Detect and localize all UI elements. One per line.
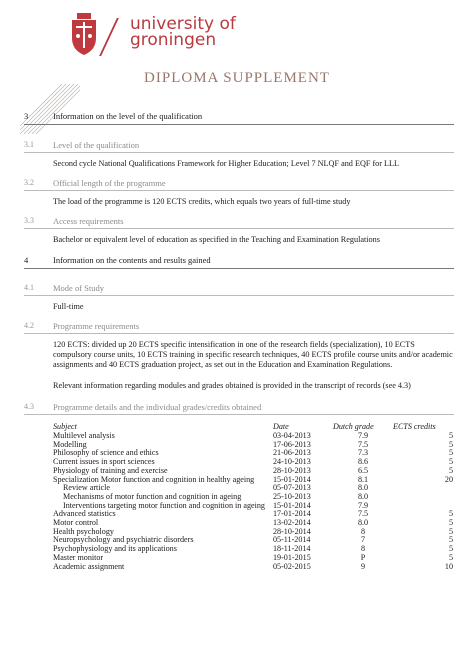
programme-requirements-text: 120 ECTS: divided up 20 ECTS specific intensification in one of the research fields (specialization), 10 ECTS compulsory course units, 10 ECTS training in specific research techniques, 40 ECTS profile course units and/or academic assignments and 40 ECTS graduation project, as set out in the Education and Examination Regulations. <box>53 340 453 369</box>
grade-cell: 8.0 <box>357 491 369 501</box>
date-cell: 15-01-2014 <box>273 500 311 510</box>
grade-cell: 7.9 <box>357 431 369 440</box>
credits-cell: 5 <box>448 465 453 475</box>
subject-cell: Master monitor <box>53 552 104 562</box>
table-row <box>53 545 453 554</box>
subject-cell: Specialization Motor function and cognition in healthy ageing <box>53 474 255 484</box>
subject-cell: Physiology of training and exercise <box>53 465 168 475</box>
section-heading-3: Information on the level of the qualification <box>53 111 203 121</box>
credits-cell <box>393 493 453 502</box>
subject-column-header: Subject <box>53 421 77 431</box>
date-cell: 13-02-2014 <box>273 518 311 528</box>
date-cell: 17-01-2014 <box>273 509 311 519</box>
university-name-line2: groningen <box>130 30 217 50</box>
credits-cell: 5 <box>448 439 453 449</box>
university-name <box>130 16 236 48</box>
section-heading-4: Information on the contents and results gained <box>53 255 211 265</box>
subject-cell: Neuropsychology and psychiatric disorders <box>53 535 194 545</box>
section-number-4-2: 4.2 <box>24 321 34 330</box>
qualification-level-text: Second cycle National Qualifications Framework for Higher Education; Level 7 NLQF and EQF for LLL <box>53 159 400 168</box>
date-cell: 25-10-2013 <box>273 491 311 501</box>
date-column-header: Date <box>273 421 289 431</box>
grade-cell: P <box>360 552 366 562</box>
date-cell: 03-04-2013 <box>273 431 311 440</box>
date-cell: 05-07-2013 <box>273 483 311 493</box>
grade-cell: 8.1 <box>357 474 369 484</box>
grades-table <box>53 422 453 571</box>
subject-cell: Motor control <box>53 518 99 528</box>
section-heading-4-3: Programme details and the individual grades/credits obtained <box>53 402 262 412</box>
grade-cell: 8 <box>360 544 366 554</box>
date-cell: 21-06-2013 <box>273 448 311 458</box>
section-number-4: 4 <box>24 255 29 265</box>
grade-cell: 9 <box>360 561 366 571</box>
credits-cell: 10 <box>444 561 453 571</box>
grade-cell: 7.5 <box>357 509 369 519</box>
crest-icon <box>68 12 100 56</box>
section-heading-3-1: Level of the qualification <box>53 140 140 150</box>
section-number-3-2: 3.2 <box>24 178 34 187</box>
date-cell: 19-01-2015 <box>273 552 311 562</box>
decorative-hatch <box>20 84 80 134</box>
divider <box>24 414 454 415</box>
credits-cell <box>393 502 453 511</box>
grade-cell: 8.0 <box>357 518 369 528</box>
grade-cell: 8 <box>360 526 366 536</box>
access-requirements-text: Bachelor or equivalent level of education as specified in the Teaching and Examination Regulations <box>53 235 380 244</box>
grade-cell: 8.0 <box>357 483 369 493</box>
divider <box>24 190 454 191</box>
divider <box>24 228 454 229</box>
table-row <box>53 510 453 519</box>
divider <box>24 295 454 296</box>
section-heading-3-3: Access requirements <box>53 216 124 226</box>
date-cell: 24-10-2013 <box>273 457 311 467</box>
credits-column-header: ECTS credits <box>393 421 436 431</box>
credits-cell: 5 <box>448 535 453 545</box>
credits-cell: 5 <box>448 448 453 458</box>
credits-cell: 5 <box>448 552 453 562</box>
section-number-3-1: 3.1 <box>24 140 34 149</box>
logo-divider <box>99 18 119 56</box>
subject-cell: Mechanisms of motor function and cognition in ageing <box>63 491 242 501</box>
transcript-reference-text: Relevant information regarding modules and grades obtained is provided in the transcript of records (see 4.3) <box>53 381 411 390</box>
grade-column-header: Dutch grade <box>333 421 374 431</box>
university-name-line1: university of <box>130 14 236 34</box>
section-heading-4-1: Mode of Study <box>53 283 104 293</box>
subject-cell: Advanced statistics <box>53 509 116 519</box>
divider <box>24 333 454 334</box>
subject-cell: Interventions targeting motor function and cognition in ageing <box>63 500 265 510</box>
divider <box>24 268 454 269</box>
grade-cell: 7.9 <box>357 500 369 510</box>
credits-cell: 5 <box>448 509 453 519</box>
divider <box>24 152 454 153</box>
grade-cell: 7 <box>360 535 366 545</box>
section-heading-3-2: Official length of the programme <box>53 178 166 188</box>
grade-cell: 8.6 <box>357 457 369 467</box>
subject-cell: Academic assignment <box>53 561 125 571</box>
credits-cell: 5 <box>448 518 453 528</box>
subject-cell: Current issues in sport sciences <box>53 457 155 467</box>
mode-of-study-text: Full-time <box>53 302 84 311</box>
date-cell: 28-10-2014 <box>273 526 311 536</box>
grade-cell: 7.3 <box>357 448 369 458</box>
date-cell: 28-10-2013 <box>273 465 311 475</box>
date-cell: 05-11-2014 <box>273 535 311 545</box>
section-number-4-1: 4.1 <box>24 283 34 292</box>
date-cell: 18-11-2014 <box>273 544 311 554</box>
section-heading-4-2: Programme requirements <box>53 321 140 331</box>
credits-cell: 5 <box>448 526 453 536</box>
subject-cell: Modelling <box>53 439 87 449</box>
credits-cell: 5 <box>448 457 453 467</box>
date-cell: 05-02-2015 <box>273 561 311 571</box>
programme-length-text: The load of the programme is 120 ECTS credits, which equals two years of full-time study <box>53 197 351 206</box>
subject-cell: Multilevel analysis <box>53 431 115 440</box>
credits-cell <box>393 484 453 493</box>
document-title: DIPLOMA SUPPLEMENT <box>144 70 330 86</box>
table-row <box>53 563 453 572</box>
table-row <box>53 432 453 441</box>
grade-cell: 7.5 <box>357 439 369 449</box>
subject-cell: Psychophysiology and its applications <box>53 544 177 554</box>
table-row <box>53 476 453 485</box>
date-cell: 17-06-2013 <box>273 439 311 449</box>
credits-cell: 5 <box>448 431 453 440</box>
university-logo <box>68 12 288 60</box>
credits-cell: 20 <box>444 474 453 484</box>
section-number-3: 3 <box>24 111 29 121</box>
subject-cell: Health psychology <box>53 526 114 536</box>
section-number-3-3: 3.3 <box>24 216 34 225</box>
subject-cell: Philosophy of science and ethics <box>53 448 159 458</box>
credits-cell: 5 <box>448 544 453 554</box>
section-number-4-3: 4.3 <box>24 402 34 411</box>
grade-cell: 6.5 <box>357 465 369 475</box>
divider <box>24 124 454 125</box>
date-cell: 15-01-2014 <box>273 474 311 484</box>
subject-cell: Review article <box>63 483 110 493</box>
